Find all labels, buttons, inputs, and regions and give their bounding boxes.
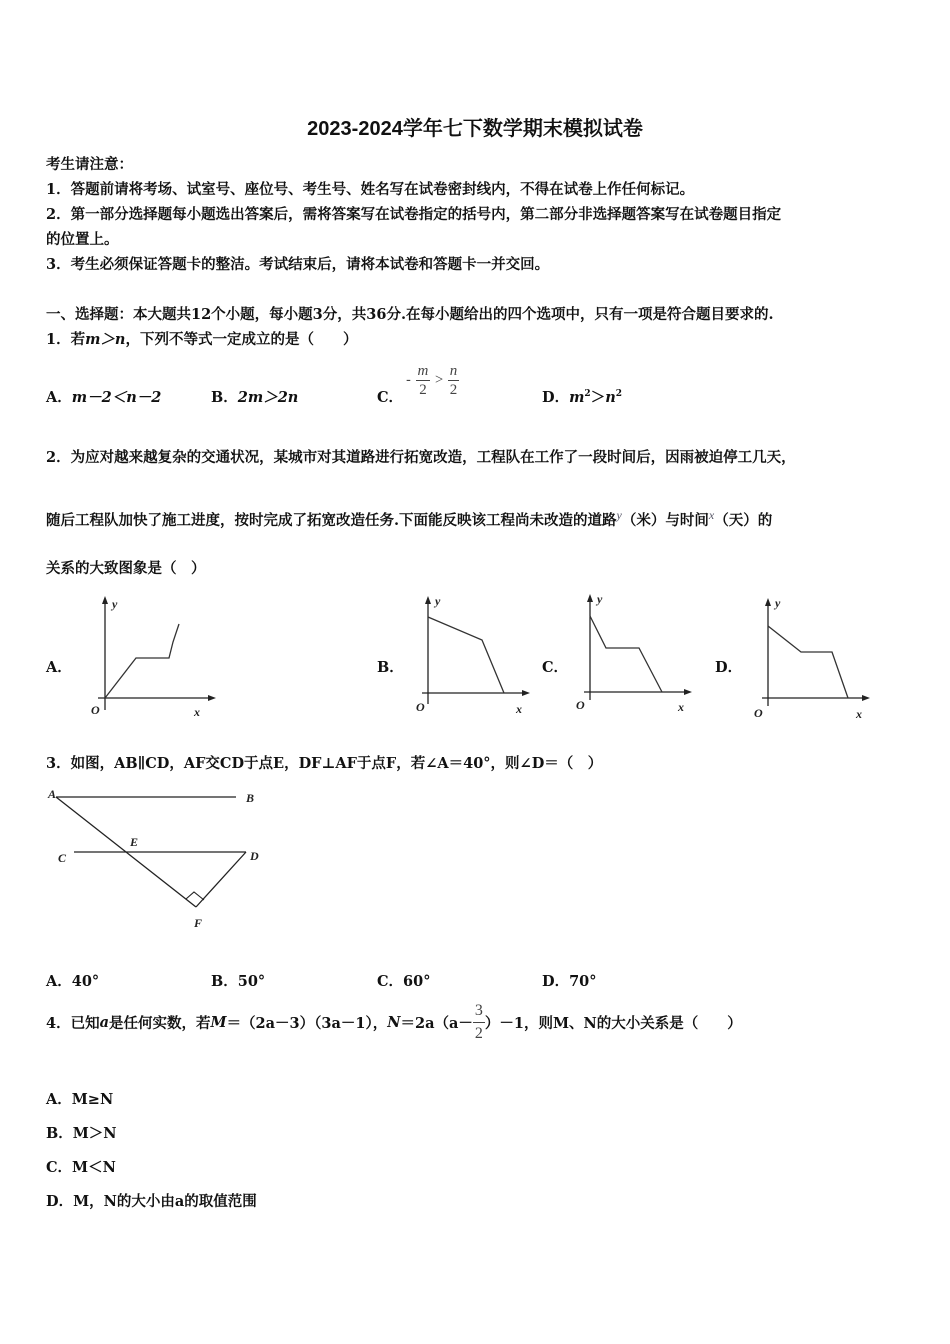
q4-option-c: C．M＜N bbox=[46, 1159, 116, 1176]
axis-y-label: y bbox=[597, 592, 603, 606]
axis-y-label: y bbox=[775, 596, 781, 610]
question-3-stem: 3．如图，AB∥CD，AF交CD于点E，DF⊥AF于点F，若∠A＝40°，则∠D＝（ ） bbox=[46, 755, 603, 772]
q2-option-b: B． bbox=[377, 659, 404, 676]
notice-item-1: 1．答题前请将考场、试室号、座位号、考生号、姓名写在试卷密封线内，不得在试卷上作任何标记。 bbox=[46, 181, 695, 198]
right-angle-mark-icon bbox=[186, 892, 204, 900]
q3-option-a: A．40° bbox=[46, 973, 100, 990]
notice-item-2: 2．第一部分选择题每小题选出答案后，需将答案写在试卷指定的括号内，第二部分非选择题答案写在试卷题目指定 bbox=[46, 206, 782, 223]
axis-x-label: x bbox=[516, 702, 522, 716]
y-axis-arrow-icon bbox=[765, 598, 771, 606]
origin-label: O bbox=[576, 698, 585, 712]
axis-x-label: x bbox=[678, 700, 684, 714]
question-2-line-1: 2．为应对越来越复杂的交通状况，某城市对其道路进行拓宽改造，工程队在工作了一段时间后，因雨被迫停工几天， bbox=[46, 449, 796, 466]
q1-option-a: A．m－2＜n－2 bbox=[46, 389, 162, 406]
axis-y-label: y bbox=[112, 597, 118, 611]
x-axis-arrow-icon bbox=[522, 690, 530, 696]
question-2-line-2: 随后工程队加快了施工进度，按时完成了拓宽改造任务.下面能反映该工程尚未改造的道路$^y$（米）与时间$^x$（天）的 bbox=[46, 508, 773, 529]
notice-item-2-cont: 的位置上。 bbox=[46, 231, 119, 248]
q4-option-d: D．M，N的大小由a的取值范围 bbox=[46, 1193, 257, 1210]
question-1-stem: 1．若m＞n，下列不等式一定成立的是（ ） bbox=[46, 331, 358, 348]
notice-heading: 考生请注意： bbox=[46, 156, 133, 173]
y-axis-arrow-icon bbox=[587, 594, 593, 602]
point-d: D bbox=[250, 849, 259, 863]
graph-d-line bbox=[768, 626, 848, 698]
notice-item-3: 3．考生必须保证答题卡的整洁。考试结束后，请将本试卷和答题卡一并交回。 bbox=[46, 256, 550, 273]
q4-option-b: B．M＞N bbox=[46, 1125, 117, 1142]
origin-label: O bbox=[91, 703, 100, 717]
origin-label: O bbox=[754, 706, 763, 720]
q1-option-c-expr: - $\frac{m}{2}$ > $\frac{n}{2}$ bbox=[406, 363, 458, 398]
page-title: 2023-2024学年七下数学期末模拟试卷 bbox=[307, 118, 643, 140]
axis-x-label: x bbox=[856, 707, 862, 721]
q2-graph-b bbox=[408, 592, 538, 722]
point-e: E bbox=[130, 835, 139, 849]
q3-option-b: B．50° bbox=[211, 973, 266, 990]
q2-option-a: A． bbox=[46, 659, 72, 676]
point-f: F bbox=[194, 916, 203, 930]
y-axis-arrow-icon bbox=[425, 596, 431, 604]
q2-graph-c bbox=[570, 590, 700, 720]
axis-x-label: x bbox=[194, 705, 200, 719]
q3-option-c: C．60° bbox=[377, 973, 431, 990]
x-axis-arrow-icon bbox=[208, 695, 216, 701]
q1-option-c-label: C． bbox=[377, 389, 404, 406]
q1-option-d: D．$m^2>n^2$ bbox=[542, 389, 622, 406]
graph-c-line bbox=[590, 616, 662, 692]
q3-option-d: D．70° bbox=[542, 973, 597, 990]
x-axis-arrow-icon bbox=[862, 695, 870, 701]
axis-y-label: y bbox=[435, 594, 441, 608]
question-2-line-3: 关系的大致图象是（ ） bbox=[46, 560, 206, 577]
q2-option-d: D． bbox=[715, 659, 743, 676]
point-a: A bbox=[48, 787, 57, 801]
point-b: B bbox=[246, 791, 255, 805]
q2-graph-a bbox=[72, 592, 222, 722]
x-axis-arrow-icon bbox=[684, 689, 692, 695]
graph-b-line bbox=[428, 617, 504, 693]
q1-option-b: B．2m＞2n bbox=[211, 389, 299, 406]
question-4-stem: 4．已知a是任何实数，若M＝（2a－3）（3a－1），N＝2a（a－ $\frac{3}{2}$ ）－1，则M、N的大小关系是（ ） bbox=[46, 1000, 742, 1045]
y-axis-arrow-icon bbox=[102, 596, 108, 604]
line-df bbox=[196, 852, 246, 907]
origin-label: O bbox=[416, 700, 425, 714]
graph-a-line bbox=[105, 624, 179, 698]
section-heading: 一、选择题：本大题共12个小题，每小题3分，共36分.在每小题给出的四个选项中，只有一项是符合题目要求的. bbox=[46, 306, 774, 323]
q2-option-c: C． bbox=[542, 659, 569, 676]
q4-option-a: A．M≥N bbox=[46, 1091, 114, 1108]
q3-geometry-figure bbox=[44, 782, 274, 932]
point-c: C bbox=[58, 851, 67, 865]
q2-graph-d bbox=[748, 594, 878, 724]
